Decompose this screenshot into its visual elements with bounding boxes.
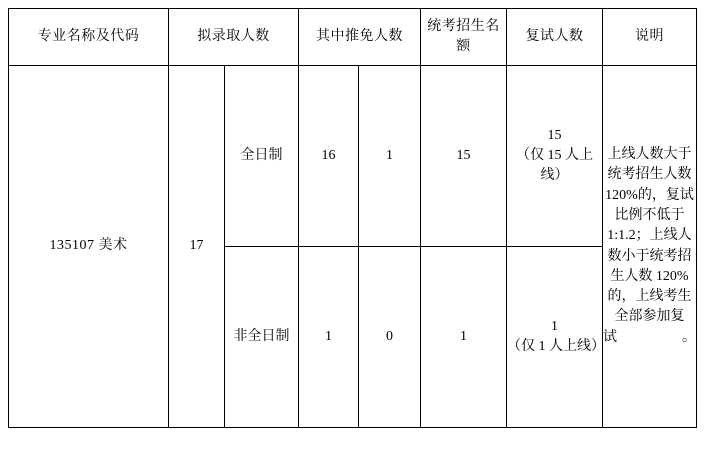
table-header — [9, 9, 697, 66]
admissions-table — [8, 8, 697, 428]
header-planned: 拟录取人数 — [169, 9, 299, 66]
cell-retest-parttime — [507, 247, 603, 428]
header-unified-quota: 统考招生名额 — [421, 9, 507, 66]
cell-major-name-code: 135107 美术 — [9, 66, 169, 428]
retest-count-parttime: 1 — [551, 318, 558, 334]
cell-exempt-fulltime: 1 — [359, 66, 421, 247]
table-row — [9, 66, 697, 247]
cell-planned-total: 17 — [169, 66, 225, 428]
retest-note-fulltime: （仅 15 人上线） — [516, 147, 593, 184]
table-body — [9, 66, 697, 428]
table-header-row — [9, 9, 697, 66]
cell-study-mode-fulltime: 全日制 — [225, 66, 299, 247]
cell-count-parttime: 1 — [299, 247, 359, 428]
document-page — [0, 8, 704, 462]
header-exempt-count: 其中推免人数 — [299, 9, 421, 66]
cell-exempt-parttime: 0 — [359, 247, 421, 428]
cell-unified-fulltime: 15 — [421, 66, 507, 247]
cell-count-fulltime: 16 — [299, 66, 359, 247]
retest-count-fulltime: 15 — [547, 127, 562, 143]
header-major: 专业名称及代码 — [9, 9, 169, 66]
cell-study-mode-parttime: 非全日制 — [225, 247, 299, 428]
cell-retest-fulltime — [507, 66, 603, 247]
cell-unified-parttime: 1 — [421, 247, 507, 428]
cell-note-text: 上线人数大于统考招生人数 120%的，复试比例不低于 1:1.2；上线人数小于统考招生人数 120%的，上线考生全部参加复试。 — [603, 66, 697, 428]
retest-note-parttime: （仅 1 人上线） — [507, 339, 605, 354]
header-note: 说明 — [603, 9, 697, 66]
header-retest-count: 复试人数 — [507, 9, 603, 66]
